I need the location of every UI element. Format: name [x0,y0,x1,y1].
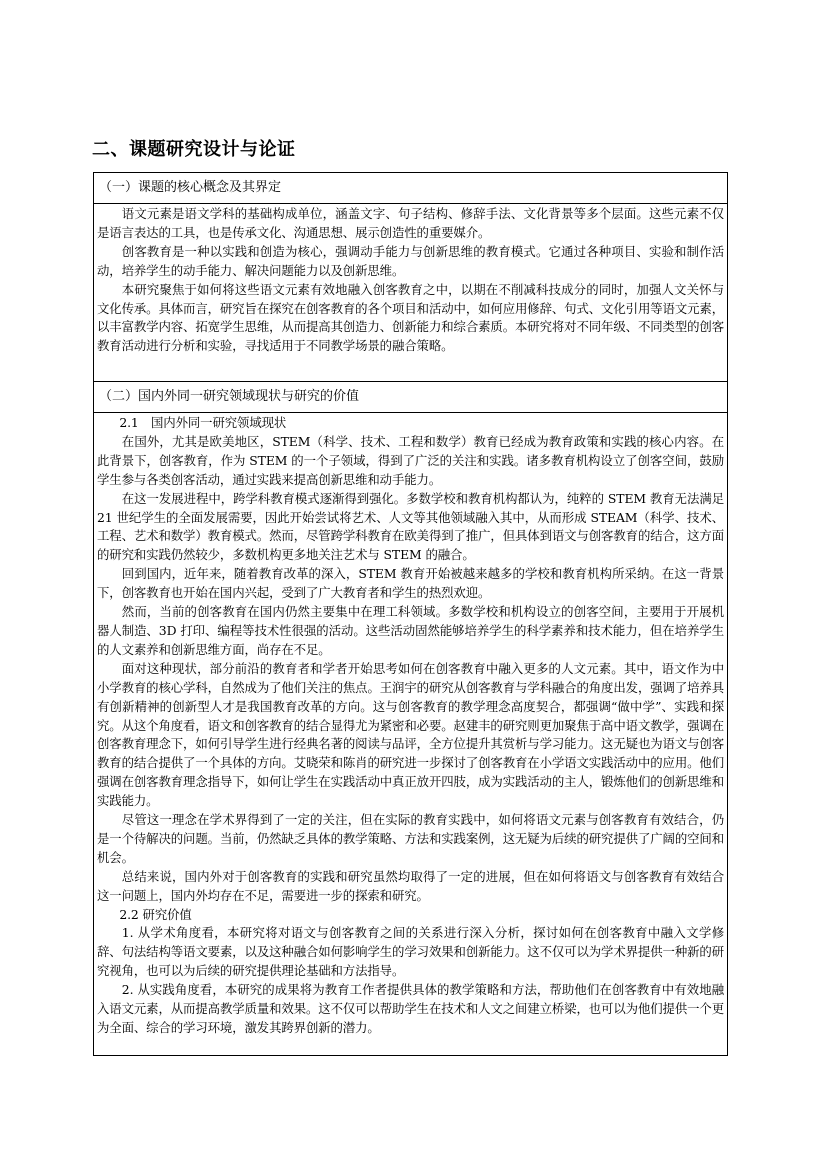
section-heading: （一）课题的核心概念及其界定 [94,173,727,204]
design-table [93,172,728,1056]
paragraph: 尽管这一理念在学术界得到了一定的关注，但在实际的教育实践中，如何将语文元素与创客教育有效结合，仍是一个待解决的问题。当前，仍然缺乏具体的教学策略、方法和实践案例，这无疑为后续的研究提供了广阔的空间和机会。 [97,812,724,865]
paragraph: 1. 从学术角度看，本研究将对语文与创客教育之间的关系进行深入分析，探讨如何在创客教育中融入文学修辞、句法结构等语文要素，以及这种融合如何影响学生的学习效果和创新能力。这不仅可以为学术界提供一种新的研究视角，也可以为后续的研究提供理论基础和方法指导。 [97,925,724,979]
section-body [94,204,727,382]
section-title: 二、课题研究设计与论证 [92,139,296,160]
paragraph: 面对这种现状，部分前沿的教育者和学者开始思考如何在创客教育中融入更多的人文元素。其中，语文作为中小学教育的核心学科，自然成为了他们关注的焦点。王润宇的研究从创客教育与学科融合的角度出发，强调了培养具有创新精神的创新型人才是我国教育改革的方向。这与创客教育的教学理念高度契合，都强调“做中学”、实践和探究。从这个角度看，语文和创客教育的结合显得尤为紧密和必要。赵建丰的研究则更加聚焦于高中语文教学，强调在创客教育理念下，如何引导学生进行经典名著的阅读与品评，全方位提升其赏析与学习能力。这无疑也为语文与创客教育的结合提供了一个具体的方向。艾晓荣和陈肖的研究进一步探讨了创客教育在小学语文实践活动中的应用。他们强调在创客教育理念指导下，如何让学生在实践活动中真正放开四肢，成为实践活动的主人，锻炼他们的创新思维和实践能力。 [97,660,724,809]
section-research-status [94,382,727,1055]
paragraph: 2. 从实践角度看，本研究的成果将为教育工作者提供具体的教学策略和方法，帮助他们在创客教育中有效地融入语文元素，从而提高教学质量和效果。这不仅可以帮助学生在技术和人文之间建立桥梁，也可以为他们提供一个更为全面、综合的学习环境，激发其跨界创新的潜力。 [97,982,724,1035]
paragraph: 语文元素是语文学科的基础构成单位，涵盖文字、句子结构、修辞手法、文化背景等多个层面。这些元素不仅是语言表达的工具，也是传承文化、沟通思想、展示创造性的重要媒介。 [97,206,724,240]
paragraph: 总结来说，国内外对于创客教育的实践和研究虽然均取得了一定的进展，但在如何将语文与创客教育有效结合这一问题上，国内外均存在不足，需要进一步的探索和研究。 [97,868,724,903]
section-core-concepts [94,173,727,382]
paragraph: 本研究聚焦于如何将这些语文元素有效地融入创客教育之中，以期在不削减科技成分的同时，加强人文关怀与文化传承。具体而言，研究旨在探究在创客教育的各个项目和活动中，如何应用修辞、句式、文化引用等语文元素，以丰富教学内容、拓宽学生思维，从而提高其创造力、创新能力和综合素质。本研究将对不同年级、不同类型的创客教育活动进行分析和实验，寻找适用于不同教学场景的融合策略。 [97,281,724,354]
paragraph: 创客教育是一种以实践和创造为核心，强调动手能力与创新思维的教育模式。它通过各种项目、实验和制作活动，培养学生的动手能力、解决问题能力以及创新思维。 [97,243,724,278]
paragraph: 然而，当前的创客教育在国内仍然主要集中在理工科领域。多数学校和机构设立的创客空间，主要用于开展机器人制造、3D 打印、编程等技术性很强的活动。这些活动固然能够培养学生的科学素养和技术能力，但在培养学生的人文素养和创新思维方面，尚存在不足。 [97,604,724,657]
section-heading: （二）国内外同一研究领域现状与研究的价值 [94,382,727,413]
subsection-heading: 2.2 研究价值 [119,906,192,922]
paragraph: 在国外，尤其是欧美地区，STEM（科学、技术、工程和数学）教育已经成为教育政策和实践的核心内容。在此背景下，创客教育，作为 STEM 的一个子领域，得到了广泛的关注和实践。诸多教育机构设立了创客空间，鼓励学生参与各类创客活动，通过实践来提高创新思维和动手能力。 [97,433,724,487]
subsection-heading: 2.1 国内外同一研究领域现状 [119,415,287,430]
paragraph: 在这一发展进程中，跨学科教育模式逐渐得到强化。多数学校和教育机构都认为，纯粹的 STEM 教育无法满足 21 世纪学生的全面发展需要，因此开始尝试将艺术、人文等其他领域融入其中，从而形成 STEAM（科学、技术、工程、艺术和数学）教育模式。然而，尽管跨学科教育在欧美得到了推广，但具体到语文与创客教育的结合，这方面的研究和实践仍然较少，多数机构更多地关注艺术与 STEM 的融合。 [97,490,724,563]
section-body [94,413,727,1055]
paragraph: 回到国内，近年来，随着教育改革的深入，STEM 教育开始被越来越多的学校和教育机构所采纳。在这一背景下，创客教育也开始在国内兴起，受到了广大教育者和学生的热烈欢迎。 [97,566,724,601]
